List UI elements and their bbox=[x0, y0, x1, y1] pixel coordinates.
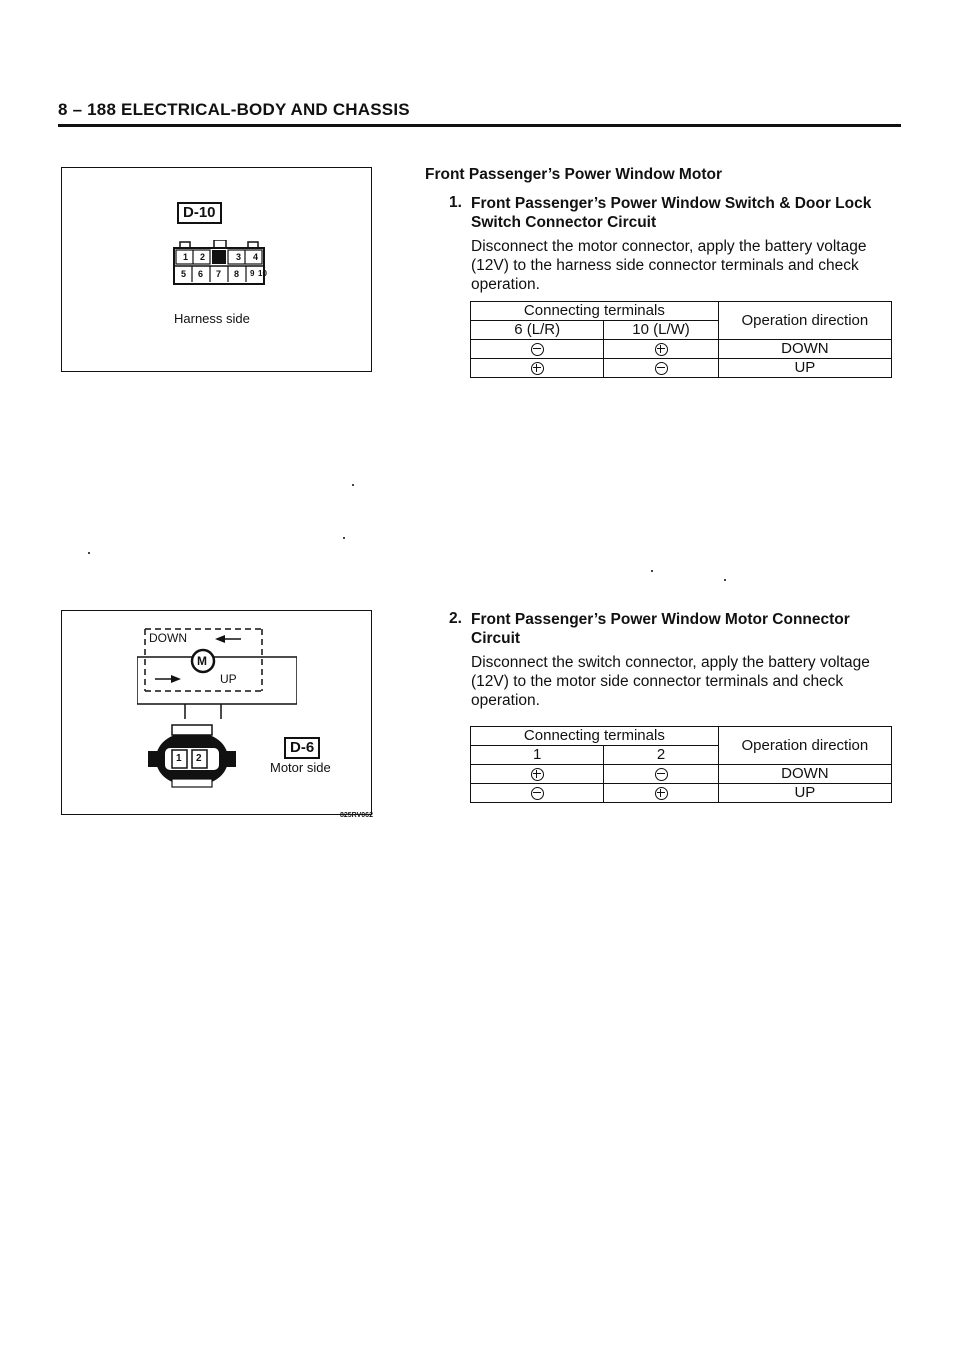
pin-label: 2 bbox=[200, 252, 206, 262]
pin-label: 7 bbox=[216, 269, 222, 279]
terminal-col-header: 2 bbox=[604, 746, 718, 765]
d10-pin-row-bottom bbox=[176, 269, 266, 283]
step-number: 2. bbox=[449, 610, 462, 627]
step-title: Front Passenger’s Power Window Switch & Door Lock Switch Connector Circuit bbox=[471, 195, 872, 231]
operation-cell: DOWN bbox=[718, 765, 891, 784]
plus-icon bbox=[655, 787, 668, 800]
cell bbox=[471, 340, 604, 359]
step-body: Disconnect the motor connector, apply the battery voltage (12V) to the harness side connector terminals and check operation. bbox=[471, 238, 867, 293]
operation-cell: UP bbox=[718, 359, 891, 378]
terminal-col-header: 1 bbox=[471, 746, 604, 765]
section-title: Front Passenger’s Power Window Motor bbox=[425, 166, 722, 183]
pin-label: 10 bbox=[258, 269, 267, 278]
pin-label: 8 bbox=[234, 269, 240, 279]
pin-label: 5 bbox=[181, 269, 187, 279]
operation-cell: UP bbox=[718, 784, 891, 803]
minus-icon bbox=[655, 362, 668, 375]
pin-label: 1 bbox=[183, 252, 189, 262]
connector-tag-d6: D-6 bbox=[284, 737, 320, 759]
table-row bbox=[471, 765, 892, 784]
cell bbox=[604, 765, 718, 784]
cell bbox=[604, 340, 718, 359]
pin-label: 9 bbox=[250, 269, 255, 278]
figure-motor-connector bbox=[61, 610, 372, 815]
header-connecting-terminals: Connecting terminals bbox=[471, 302, 719, 321]
header-operation-direction: Operation direction bbox=[718, 302, 891, 340]
minus-icon bbox=[655, 768, 668, 781]
step-title: Front Passenger’s Power Window Motor Connector Circuit bbox=[471, 611, 850, 647]
scan-speck bbox=[343, 537, 345, 539]
table-row bbox=[471, 359, 892, 378]
plus-icon bbox=[531, 362, 544, 375]
scan-speck bbox=[724, 579, 726, 581]
minus-icon bbox=[531, 343, 544, 356]
table-row bbox=[471, 340, 892, 359]
scan-speck bbox=[88, 552, 90, 554]
page-header: 8 – 188 ELECTRICAL-BODY AND CHASSIS bbox=[58, 100, 410, 119]
cell bbox=[471, 359, 604, 378]
scan-speck bbox=[352, 484, 354, 486]
terminal-col-header: 10 (L/W) bbox=[604, 321, 718, 340]
up-label: UP bbox=[220, 672, 237, 686]
figure-code: 825RV062 bbox=[340, 812, 373, 819]
step-2 bbox=[425, 610, 895, 710]
header-rule bbox=[58, 124, 901, 127]
cell bbox=[604, 784, 718, 803]
header-connecting-terminals: Connecting terminals bbox=[471, 727, 719, 746]
step-number: 1. bbox=[449, 194, 462, 211]
motor-side-caption: Motor side bbox=[270, 760, 331, 775]
pin-label: 4 bbox=[253, 252, 259, 262]
cell bbox=[471, 765, 604, 784]
cell bbox=[604, 359, 718, 378]
down-label: DOWN bbox=[149, 631, 187, 645]
operation-cell: DOWN bbox=[718, 340, 891, 359]
terminal-col-header: 6 (L/R) bbox=[471, 321, 604, 340]
scan-speck bbox=[651, 570, 653, 572]
pin-label: 2 bbox=[196, 753, 202, 764]
step-1 bbox=[425, 194, 895, 294]
pin-label: 1 bbox=[176, 753, 182, 764]
connector-tag-d10: D-10 bbox=[177, 202, 222, 224]
plus-icon bbox=[655, 343, 668, 356]
d10-pin-row-top bbox=[176, 252, 261, 266]
plus-icon bbox=[531, 768, 544, 781]
pin-label: 3 bbox=[236, 252, 242, 262]
figure-harness-connector bbox=[61, 167, 372, 372]
motor-label: M bbox=[197, 654, 207, 668]
harness-side-caption: Harness side bbox=[174, 311, 250, 326]
pin-label: 6 bbox=[198, 269, 204, 279]
table-row bbox=[471, 784, 892, 803]
terminal-table-1 bbox=[470, 301, 892, 378]
terminal-table-2 bbox=[470, 726, 892, 803]
connector-d6-icon bbox=[142, 719, 242, 801]
cell bbox=[471, 784, 604, 803]
step-body: Disconnect the switch connector, apply the battery voltage (12V) to the motor side connector terminals and check operation. bbox=[471, 654, 870, 709]
minus-icon bbox=[531, 787, 544, 800]
header-operation-direction: Operation direction bbox=[718, 727, 891, 765]
